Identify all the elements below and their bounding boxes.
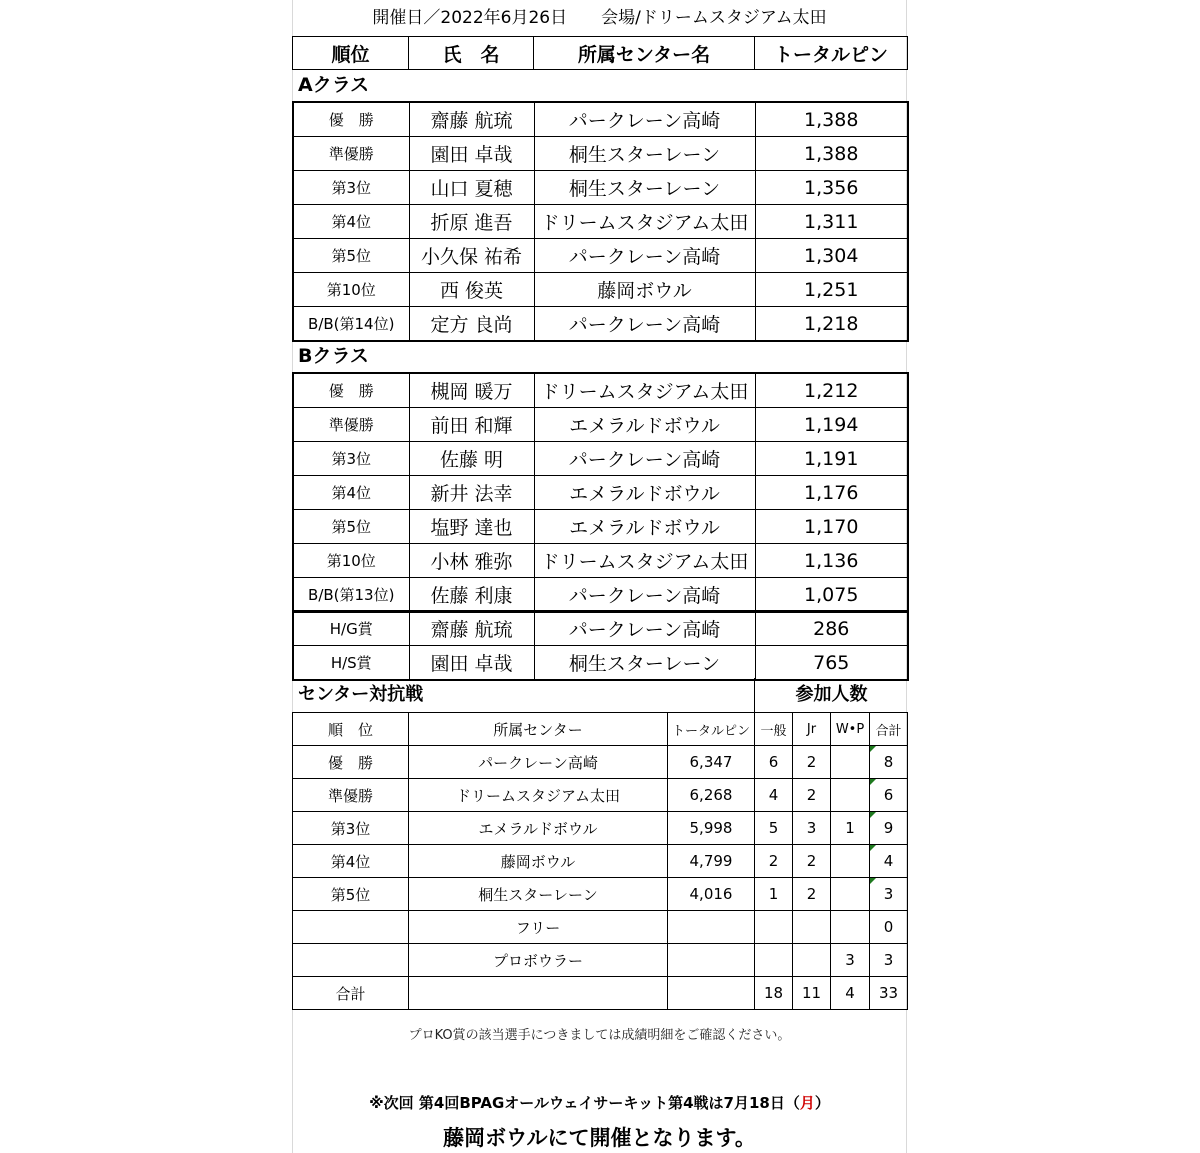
- cb-rank-cell: 準優勝: [293, 779, 409, 812]
- cb-header-total: トータルピン: [668, 713, 755, 746]
- header-name: 氏 名: [409, 37, 534, 70]
- cb-center-cell: [409, 977, 668, 1010]
- pins-cell: 1,136: [755, 544, 908, 578]
- center-battle-row: [293, 812, 908, 845]
- result-row: [293, 171, 908, 205]
- cb-general-cell: 5: [755, 812, 793, 845]
- rank-cell: 準優勝: [293, 137, 409, 171]
- cb-sum-cell: 33: [870, 977, 908, 1010]
- cb-general-cell: 18: [755, 977, 793, 1010]
- center-battle-table: [292, 712, 908, 1010]
- cb-wp-cell: 1: [831, 812, 870, 845]
- class-b-table: [292, 372, 909, 613]
- cb-jr-cell: [793, 911, 831, 944]
- cb-total-cell: [668, 977, 755, 1010]
- result-row: [293, 646, 908, 681]
- rank-cell: 第3位: [293, 442, 409, 476]
- pins-cell: 286: [755, 611, 908, 646]
- cb-general-cell: 2: [755, 845, 793, 878]
- center-cell: パークレーン高崎: [534, 578, 755, 613]
- next-event-suffix: ）: [814, 1094, 830, 1112]
- footnote: プロKO賞の該当選手につきましては成績明細をご確認ください。: [408, 1028, 791, 1043]
- rank-cell: 第5位: [293, 239, 409, 273]
- result-row: [293, 307, 908, 342]
- result-row: [293, 510, 908, 544]
- cb-sum-cell: 3: [870, 878, 908, 911]
- cb-center-cell: プロボウラー: [409, 944, 668, 977]
- cb-wp-cell: [831, 845, 870, 878]
- center-cell: ドリームスタジアム太田: [534, 373, 755, 408]
- next-venue: 藤岡ボウルにて開催となります。: [443, 1126, 756, 1150]
- header-rank: 順位: [293, 37, 409, 70]
- result-row: [293, 408, 908, 442]
- cb-header-sum: 合計: [870, 713, 908, 746]
- pins-cell: 1,194: [755, 408, 908, 442]
- name-cell: 小久保 祐希: [409, 239, 534, 273]
- cb-center-cell: フリー: [409, 911, 668, 944]
- name-cell: 小林 雅弥: [409, 544, 534, 578]
- pins-cell: 1,356: [755, 171, 908, 205]
- rank-cell: 第4位: [293, 205, 409, 239]
- name-cell: 齋藤 航琉: [409, 611, 534, 646]
- cb-sum-cell: 4: [870, 845, 908, 878]
- cb-rank-cell: 優 勝: [293, 746, 409, 779]
- cb-jr-cell: [793, 944, 831, 977]
- results-header: [292, 36, 908, 70]
- cb-rank-cell: 合計: [293, 977, 409, 1010]
- cb-wp-cell: [831, 878, 870, 911]
- rank-cell: 第10位: [293, 273, 409, 307]
- center-battle-heading: [292, 678, 907, 712]
- rank-cell: 優 勝: [293, 102, 409, 137]
- pins-cell: 1,170: [755, 510, 908, 544]
- name-cell: 園田 卓哉: [409, 646, 534, 681]
- cb-sum-cell: 6: [870, 779, 908, 812]
- center-cell: 藤岡ボウル: [534, 273, 755, 307]
- cb-general-cell: [755, 944, 793, 977]
- name-cell: 新井 法幸: [409, 476, 534, 510]
- rank-cell: 第10位: [293, 544, 409, 578]
- cb-header-center: 所属センター: [409, 713, 668, 746]
- header-total: トータルピン: [755, 37, 908, 70]
- name-cell: 槻岡 暖万: [409, 373, 534, 408]
- rank-cell: 準優勝: [293, 408, 409, 442]
- next-event-notice: [292, 1092, 907, 1113]
- cb-sum-cell: 8: [870, 746, 908, 779]
- result-row: [293, 611, 908, 646]
- center-cell: ドリームスタジアム太田: [534, 205, 755, 239]
- header-center: 所属センター名: [534, 37, 755, 70]
- results-sheet: [292, 0, 907, 1153]
- cb-general-cell: 4: [755, 779, 793, 812]
- cb-rank-cell: [293, 911, 409, 944]
- rank-cell: 第4位: [293, 476, 409, 510]
- cb-rank-cell: [293, 944, 409, 977]
- rank-cell: 第3位: [293, 171, 409, 205]
- cb-total-cell: 4,016: [668, 878, 755, 911]
- cb-sum-cell: 9: [870, 812, 908, 845]
- result-row: [293, 544, 908, 578]
- center-cell: 桐生スターレーン: [534, 171, 755, 205]
- cb-jr-cell: 3: [793, 812, 831, 845]
- rank-cell: B/B(第14位): [293, 307, 409, 342]
- awards-table: [292, 610, 909, 681]
- result-row: [293, 273, 908, 307]
- cb-jr-cell: 2: [793, 845, 831, 878]
- center-battle-row: [293, 746, 908, 779]
- center-battle-row: [293, 779, 908, 812]
- cb-header-general: 一般: [755, 713, 793, 746]
- rank-cell: 第5位: [293, 510, 409, 544]
- cb-wp-cell: [831, 746, 870, 779]
- result-row: [293, 102, 908, 137]
- name-cell: 園田 卓哉: [409, 137, 534, 171]
- center-battle-row: [293, 911, 908, 944]
- center-cell: 桐生スターレーン: [534, 646, 755, 681]
- cb-general-cell: [755, 911, 793, 944]
- center-cell: パークレーン高崎: [534, 102, 755, 137]
- pins-cell: 1,176: [755, 476, 908, 510]
- rank-cell: 優 勝: [293, 373, 409, 408]
- pins-cell: 1,075: [755, 578, 908, 613]
- name-cell: 折原 進吾: [409, 205, 534, 239]
- name-cell: 佐藤 利康: [409, 578, 534, 613]
- participants-label: 参加人数: [754, 678, 908, 712]
- pins-cell: 1,212: [755, 373, 908, 408]
- cb-sum-cell: 0: [870, 911, 908, 944]
- name-cell: 佐藤 明: [409, 442, 534, 476]
- center-cell: パークレーン高崎: [534, 442, 755, 476]
- cb-header-wp: W•P: [831, 713, 870, 746]
- cb-center-cell: 桐生スターレーン: [409, 878, 668, 911]
- date-venue-line: 開催日／2022年6月26日 会場/ドリームスタジアム太田: [372, 8, 827, 28]
- cb-sum-cell: 3: [870, 944, 908, 977]
- name-cell: 塩野 達也: [409, 510, 534, 544]
- class-a-table: [292, 101, 909, 342]
- result-row: [293, 373, 908, 408]
- cb-header-jr: Jr: [793, 713, 831, 746]
- center-cell: パークレーン高崎: [534, 611, 755, 646]
- cb-header-rank: 順 位: [293, 713, 409, 746]
- pins-cell: 765: [755, 646, 908, 681]
- cb-total-cell: 4,799: [668, 845, 755, 878]
- center-battle-row: [293, 878, 908, 911]
- result-row: [293, 578, 908, 613]
- cb-jr-cell: 11: [793, 977, 831, 1010]
- rank-cell: H/S賞: [293, 646, 409, 681]
- cb-total-cell: [668, 944, 755, 977]
- pins-cell: 1,251: [755, 273, 908, 307]
- cb-rank-cell: 第3位: [293, 812, 409, 845]
- name-cell: 前田 和輝: [409, 408, 534, 442]
- center-battle-row: [293, 944, 908, 977]
- name-cell: 山口 夏穂: [409, 171, 534, 205]
- cb-total-cell: 6,268: [668, 779, 755, 812]
- next-event-prefix: ※次回 第4回BPAGオールウェイサーキット第4戦は7月18日（: [369, 1094, 800, 1112]
- cb-jr-cell: 2: [793, 878, 831, 911]
- pins-cell: 1,218: [755, 307, 908, 342]
- cb-rank-cell: 第5位: [293, 878, 409, 911]
- cb-jr-cell: 2: [793, 746, 831, 779]
- center-cell: パークレーン高崎: [534, 239, 755, 273]
- cb-jr-cell: 2: [793, 779, 831, 812]
- cb-wp-cell: 4: [831, 977, 870, 1010]
- cb-center-cell: パークレーン高崎: [409, 746, 668, 779]
- cb-center-cell: 藤岡ボウル: [409, 845, 668, 878]
- result-row: [293, 137, 908, 171]
- cb-total-cell: 6,347: [668, 746, 755, 779]
- class-a-label: Aクラス: [298, 74, 370, 96]
- result-row: [293, 442, 908, 476]
- cb-total-cell: [668, 911, 755, 944]
- cb-total-cell: 5,998: [668, 812, 755, 845]
- center-battle-row: [293, 977, 908, 1010]
- class-b-label: Bクラス: [298, 345, 369, 367]
- result-row: [293, 205, 908, 239]
- next-event-day: 月: [799, 1094, 815, 1112]
- cb-wp-cell: 3: [831, 944, 870, 977]
- pins-cell: 1,304: [755, 239, 908, 273]
- center-cell: エメラルドボウル: [534, 476, 755, 510]
- center-cell: パークレーン高崎: [534, 307, 755, 342]
- pins-cell: 1,311: [755, 205, 908, 239]
- center-battle-row: [293, 845, 908, 878]
- center-cell: ドリームスタジアム太田: [534, 544, 755, 578]
- cb-center-cell: ドリームスタジアム太田: [409, 779, 668, 812]
- cb-wp-cell: [831, 911, 870, 944]
- result-row: [293, 476, 908, 510]
- cb-wp-cell: [831, 779, 870, 812]
- pins-cell: 1,388: [755, 102, 908, 137]
- center-cell: エメラルドボウル: [534, 510, 755, 544]
- center-battle-title: センター対抗戦: [298, 684, 424, 705]
- cb-rank-cell: 第4位: [293, 845, 409, 878]
- rank-cell: B/B(第13位): [293, 578, 409, 613]
- name-cell: 西 俊英: [409, 273, 534, 307]
- rank-cell: H/G賞: [293, 611, 409, 646]
- result-row: [293, 239, 908, 273]
- name-cell: 定方 良尚: [409, 307, 534, 342]
- pins-cell: 1,191: [755, 442, 908, 476]
- cb-general-cell: 1: [755, 878, 793, 911]
- pins-cell: 1,388: [755, 137, 908, 171]
- cb-general-cell: 6: [755, 746, 793, 779]
- center-cell: エメラルドボウル: [534, 408, 755, 442]
- cb-center-cell: エメラルドボウル: [409, 812, 668, 845]
- name-cell: 齋藤 航琉: [409, 102, 534, 137]
- center-cell: 桐生スターレーン: [534, 137, 755, 171]
